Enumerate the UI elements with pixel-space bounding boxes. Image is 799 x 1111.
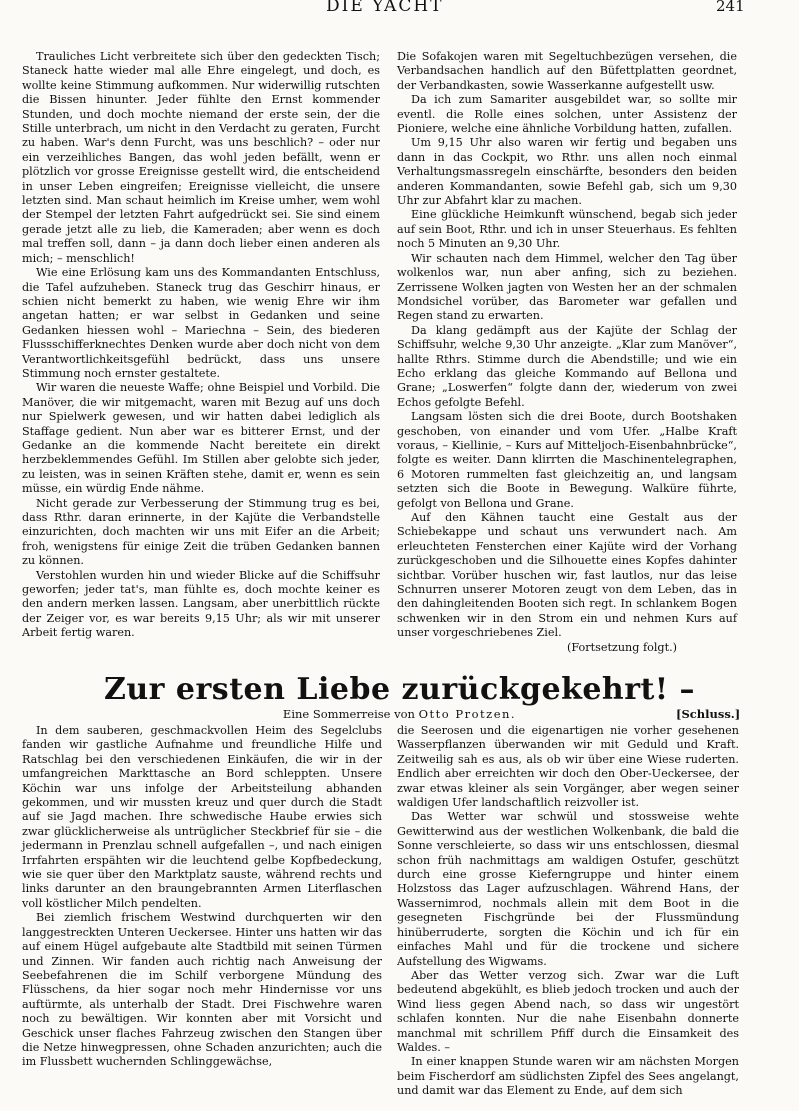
- paragraph: Nicht gerade zur Verbesserung der Stimmung trug es bei, dass Rthr. daran erinnerte, in der Kajüte die Verbandstelle einzurichten, doch machten wir uns mit Eifer an die Arbeit; froh, wenigstens für einige Zeit die trüben Gedanken bannen zu können.: [22, 496, 380, 568]
- paragraph: In dem sauberen, geschmackvollen Heim des Segelclubs fanden wir gastliche Aufnahme und freundliche Hilfe und Ratschlag bei den verschiedenen Einkäufen, die wir in der umfangreichen Markttasche an Bord schleppten. Unsere Köchin war uns infolge der Arbeitsteilung abhanden gekommen, und wir mussten kreuz und quer durch die Stadt auf sie Jagd machen. Ihre schwedische Haube erwies sich zwar glücklicherweise als untrüglicher Steckbrief für sie – die jedermann in Prenzlau schnell aufgefallen –, und nach einigen Irrfahrten erspähten wir die leuchtend gelbe Kopfbedeckung, wie sie quer über den Marktplatz sauste, während rechts und links darunter an den braungebrannten Armen Literflaschen voll köstlicher Milch pendelten.: [22, 724, 382, 910]
- column-bottom-left: [22, 724, 382, 1104]
- paragraph: Aber das Wetter verzog sich. Zwar war die Luft bedeutend abgekühlt, es blieb jedoch trocken und auch der Wind liess gegen Abend nach, so dass wir ungestört schlafen konnten. Nur die nahe Eisenbahn donnerte manchmal mit schrillem Pfiff durch die Einsamkeit des Waldes. –: [397, 968, 739, 1054]
- page-number: 241: [716, 0, 745, 15]
- paragraph: Wie eine Erlösung kam uns des Kommandanten Entschluss, die Tafel aufzuheben. Staneck trug das Geschirr hinaus, er schien nicht bemerkt zu haben, wie wenig Ehre wir ihm angetan hatten; er war selbst in Gedanken und seine Gedanken hiessen wohl – Mariechna – Sein, des biederen Flussschifferknechtes Denken wurde aber doch nicht von dem Verantwortlichkeitsgefühl bedrückt, dass uns unsere Stimmung noch ernster gestaltete.: [22, 266, 380, 380]
- paragraph: Die Sofakojen waren mit Segeltuchbezügen versehen, die Verbandsachen handlich auf den Büfettplatten geordnet, der Verbandkasten, sowie Wasserkanne aufgestellt usw.: [397, 50, 737, 92]
- paragraph: Da klang gedämpft aus der Kajüte der Schlag der Schiffsuhr, welche 9,30 Uhr anzeigte. „Klar zum Manöver“, hallte Rthrs. Stimme durch die Abendstille; und wie ein Echo erklang das gleiche Kommando auf Bellona und Grane; „Loswerfen“ folgte dann der, wiederum von zwei Echos gefolgte Befehl.: [397, 323, 737, 409]
- conclusion-marker: [Schluss.]: [676, 707, 741, 721]
- journal-title: DIE YACHT: [326, 0, 444, 16]
- paragraph: Auf den Kähnen taucht eine Gestalt aus der Schiebekappe und schaut uns verwundert nach. Am erleuchteten Fensterchen einer Kajüte wird der Vorhang zurückgeschoben und die Silhouette eines Kopfes dahinter sichtbar. Vorüber huschen wir, fast lautlos, nur das leise Schnurren unserer Motoren zeugt von dem Leben, das in den dahingleitenden Booten sich regt. In schlankem Bogen schwenken wir in den Strom ein und nehmen Kurs auf unser vorgeschriebenes Ziel.: [397, 511, 737, 640]
- paragraph: Eine glückliche Heimkunft wünschend, begab sich jeder auf sein Boot, Rthr. und ich in unser Steuerhaus. Es fehlten noch 5 Minuten an 9,30 Uhr.: [397, 208, 737, 251]
- paragraph: Wir schauten nach dem Himmel, welcher den Tag über wolkenlos war, nun aber anfing, sich zu beziehen. Zerrissene Wolken jagten von Westen her an der schmalen Mondsichel vorüber, das Barometer war gefallen und Regen stand zu erwarten.: [397, 251, 737, 323]
- paragraph: Langsam lösten sich die drei Boote, durch Bootshaken geschoben, von einander und vom Ufer. „Halbe Kraft voraus, – Kiellinie, – Kurs auf Mitteljoch-Eisenbahnbrücke“, folgte es weiter. Dann klirrten die Maschinentelegraphen, 6 Motoren rummelten fast gleichzeitig an, und langsam setzten sich die Boote in Bewegung. Walküre führte, gefolgt von Bellona und Grane.: [397, 410, 737, 510]
- paragraph: die Seerosen und die eigenartigen nie vorher gesehenen Wasserpflanzen überwanden wir mit Geduld und Kraft. Zeitweilig sah es aus, als ob wir über eine Wiese ruderten. Endlich aber erreichten wir doch den Ober-Ueckersee, der zwar etwas kleiner als sein Vorgänger, aber wegen seiner waldigen Ufer landschaftlich reizvoller ist.: [397, 724, 739, 810]
- paragraph: Um 9,15 Uhr also waren wir fertig und begaben uns dann in das Cockpit, wo Rthr. uns allen noch einmal Verhaltungsmassregeln einschärfte, besonders den beiden anderen Kommandanten, sowie Befehl gab, sich um 9,30 Uhr zur Abfahrt klar zu machen.: [397, 136, 737, 208]
- running-header: [0, 0, 799, 22]
- paragraph: Verstohlen wurden hin und wieder Blicke auf die Schiffsuhr geworfen; jeder tat's, man fühlte es, doch mochte keiner es den andern merken lassen. Langsam, aber unerbittlich rückte der Zeiger vor, es war bereits 9,15 Uhr; als wir mit unserer Arbeit fertig waren.: [22, 568, 380, 640]
- author-name: Otto Protzen.: [418, 707, 517, 721]
- article-headline: Zur ersten Liebe zurückgekehrt! –: [103, 672, 696, 707]
- continuation-note: (Fortsetzung folgt.): [566, 640, 677, 654]
- subtitle-prefix: Eine Sommerreise von: [282, 707, 419, 721]
- paragraph: Bei ziemlich frischem Westwind durchquerten wir den langgestreckten Unteren Ueckersee. Hinter uns hatten wir das auf einem Hügel aufgebaute alte Stadtbild mit seinen Türmen und Zinnen. Wir fanden auch richtig nach Anweisung der Seebefahrenen die im Schilf verborgene Mündung des Flüsschens, da hier sogar noch mehr Hindernisse vor uns auftürmte, als unterhalb der Stadt. Drei Fischwehre waren noch zu bewältigen. Wir konnten aber mit Vorsicht und Geschick unser flaches Fahrzeug zwischen den Stangen über die Netze hinwegpressen, ohne Schaden anzurichten; auch die im Flussbett wuchernden Schlinggewächse,: [22, 911, 382, 1069]
- paragraph: Wir waren die neueste Waffe; ohne Beispiel und Vorbild. Die Manöver, die wir mitgemacht, waren mit Bezug auf uns doch nur Spielwerk gewesen, und wir hatten dabei lediglich als Staffage gedient. Nun aber war es bitterer Ernst, und der Gedanke an die kommende Nacht bereitete ein direkt herzbeklemmendes Gefühl. Im Stillen aber gelobte sich jeder, zu leisten, was in seinen Kräften stehe, damit er, wenn es sein müsse, ein würdig Ende nähme.: [22, 381, 380, 496]
- column-top-right: [397, 50, 737, 654]
- paragraph: Trauliches Licht verbreitete sich über den gedeckten Tisch; Staneck hatte wieder mal alle Ehre eingelegt, und doch, es wollte keine Stimmung aufkommen. Nur widerwillig rutschten die Bissen hinunter. Jeder fühlte den Ernst kommender Stunden, und doch mochte niemand der erste sein, der die Stille unterbrach, um nicht in den Verdacht zu geraten, Furcht zu haben. War's denn Furcht, was uns beschlich? – oder nur ein verzeihliches Bangen, das wohl jeden befällt, wenn er plötzlich vor grosse Ereignisse gestellt wird, die entscheidend in unser Leben eingreifen; Ereignisse vielleicht, die unsere letzten sind. Man schaut heimlich im Kreise umher, wem wohl der Stempel der letzten Fahrt aufgedrückt sei. Sie sind einem gerade jetzt alle zu lieb, die Kameraden; aber wenn es doch mal treffen soll, dann – ja dann doch lieber einen anderen als mich; – menschlich!: [22, 50, 380, 265]
- paragraph: Da ich zum Samariter ausgebildet war, so sollte mir eventl. die Rolle eines solchen, unter Assistenz der Pioniere, welche eine ähnliche Vorbildung hatten, zufallen.: [397, 93, 737, 136]
- paragraph: In einer knappen Stunde waren wir am nächsten Morgen beim Fischerdorf am südlichsten Zipfel des Sees angelangt, und damit war das Element zu Ende, auf dem sich: [397, 1055, 739, 1098]
- column-top-left: [22, 50, 380, 640]
- column-bottom-right: [397, 724, 739, 1104]
- paragraph: Das Wetter war schwül und stossweise wehte Gewitterwind aus der westlichen Wolkenbank, die bald die Sonne verschleierte, so dass wir uns entschlossen, diesmal schon früh nachmittags am waldigen Ostufer, geschützt durch eine grosse Kieferngruppe und hinter einem Holzstoss das Lager aufzuschlagen. Während Hans, der Wassernimrod, nochmals allein mit dem Boot in die gesegneten Fischgründe bei der Flussmündung hinüberruderte, sorgten die Köchin und ich für ein einfaches Mahl und für die trockene und sichere Aufstellung des Wigwams.: [397, 810, 739, 968]
